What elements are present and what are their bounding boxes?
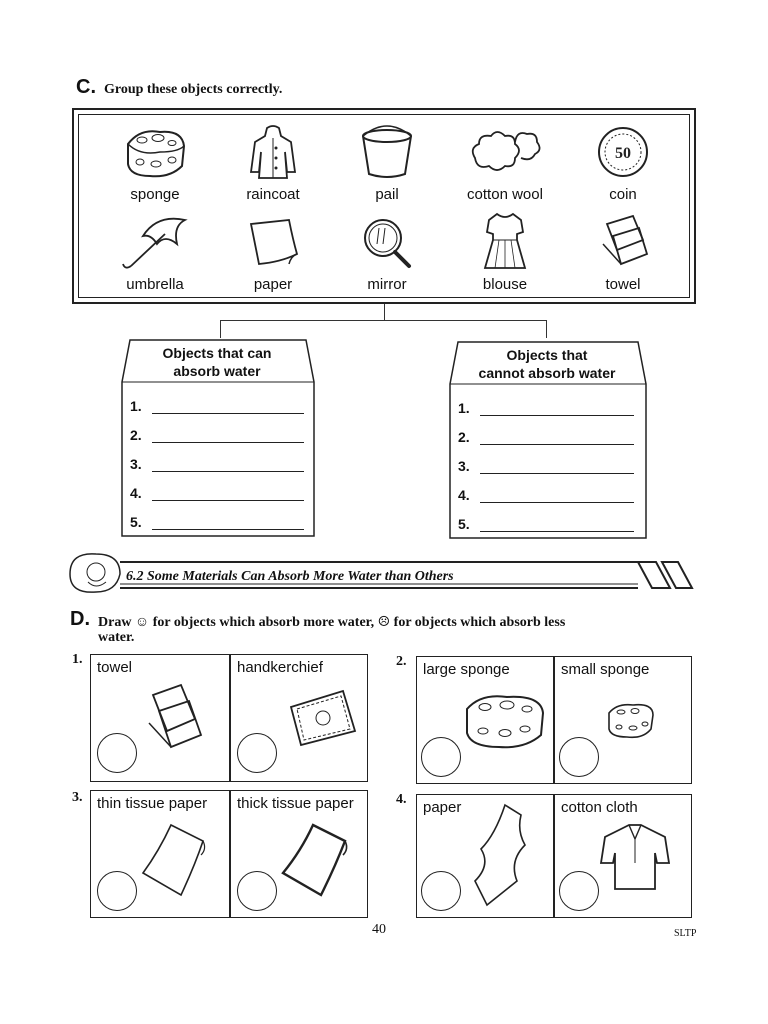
object-paper — [218, 214, 328, 293]
group-box-cannot-absorb — [446, 338, 648, 542]
object-mirror — [332, 214, 442, 293]
object-label: blouse — [482, 276, 528, 293]
item-cell-large-sponge — [416, 656, 554, 784]
answer-line[interactable]: 4. — [458, 487, 634, 503]
item-cell-handkerchief — [230, 654, 368, 782]
connector-bar — [220, 320, 546, 321]
answer-circle[interactable] — [97, 871, 137, 911]
object-label: umbrella — [126, 276, 184, 293]
group-box-absorb — [118, 336, 316, 540]
raincoat-icon — [243, 122, 303, 182]
pair-number: 3. — [72, 790, 83, 805]
object-sponge — [100, 122, 210, 203]
answer-circle[interactable] — [237, 871, 277, 911]
answer-line[interactable]: 5. — [130, 514, 304, 530]
object-cotton-wool — [450, 122, 560, 203]
item-label: large sponge — [423, 661, 510, 678]
connector-right — [546, 320, 547, 338]
towel-icon — [137, 679, 211, 755]
answer-circle[interactable] — [559, 871, 599, 911]
paper-icon — [241, 214, 305, 272]
object-towel — [568, 210, 678, 293]
object-label: sponge — [130, 186, 180, 203]
item-cell-paper — [416, 794, 554, 918]
paper-strip-icon — [465, 801, 535, 913]
answer-line[interactable]: 2. — [130, 427, 304, 443]
item-label: small sponge — [561, 661, 650, 678]
pair-number: 1. — [72, 652, 83, 667]
blouse-icon — [475, 210, 535, 272]
pair-number: 4. — [396, 792, 407, 807]
object-label: coin — [609, 186, 637, 203]
answer-circle[interactable] — [97, 733, 137, 773]
objects-box — [72, 108, 696, 304]
item-label: paper — [423, 799, 462, 816]
group-title: Objects that cannot absorb water — [478, 347, 616, 381]
item-cell-cotton-cloth — [554, 794, 692, 918]
item-label: towel — [97, 659, 133, 676]
answer-line[interactable]: 3. — [130, 456, 304, 472]
large-sponge-icon — [461, 691, 549, 753]
answer-circle[interactable] — [421, 737, 461, 777]
handkerchief-icon — [281, 685, 361, 751]
item-cell-towel — [90, 654, 230, 782]
object-label: pail — [375, 186, 399, 203]
umbrella-icon — [117, 214, 193, 272]
item-label: cotton cloth — [561, 799, 638, 816]
object-label: paper — [253, 276, 293, 293]
item-cell-thin-tissue — [90, 790, 230, 918]
answer-line[interactable]: 1. — [130, 398, 304, 414]
section-c-letter: C. — [76, 76, 96, 98]
pail-icon — [355, 122, 419, 182]
answer-circle[interactable] — [237, 733, 277, 773]
item-label: handkerchief — [237, 659, 323, 676]
thick-tissue-icon — [277, 819, 353, 901]
item-label: thin tissue paper — [97, 795, 208, 812]
object-raincoat — [218, 122, 328, 203]
publisher-code: SLTP — [674, 928, 697, 939]
answer-line[interactable]: 5. — [458, 516, 634, 532]
answer-line[interactable]: 3. — [458, 458, 634, 474]
object-label: towel — [605, 276, 641, 293]
object-pail — [332, 122, 442, 203]
coin-value: 50 — [615, 145, 631, 162]
section-d-instruction-1: Draw ☺ for objects which absorb more water, ☹ for objects which absorb less — [98, 615, 566, 630]
small-sponge-icon — [605, 701, 657, 741]
object-label: mirror — [367, 276, 407, 293]
coin-icon — [593, 122, 653, 182]
object-label: raincoat — [246, 186, 300, 203]
answer-circle[interactable] — [421, 871, 461, 911]
towel-icon — [593, 210, 653, 272]
section-d-letter: D. — [70, 608, 90, 630]
answer-line[interactable]: 2. — [458, 429, 634, 445]
section-c-instruction: Group these objects correctly. — [104, 82, 283, 97]
item-cell-thick-tissue — [230, 790, 368, 918]
answer-line[interactable]: 4. — [130, 485, 304, 501]
cotton-wool-icon — [465, 122, 545, 182]
pair-number: 2. — [396, 654, 407, 669]
object-label: cotton wool — [467, 186, 543, 203]
answer-line[interactable]: 1. — [458, 400, 634, 416]
connector-stem — [384, 304, 385, 320]
mirror-icon — [355, 214, 419, 272]
object-coin — [568, 122, 678, 203]
shirt-icon — [595, 823, 675, 893]
section-d-instruction-2: water. — [98, 630, 135, 645]
answer-circle[interactable] — [559, 737, 599, 777]
object-umbrella — [100, 214, 210, 293]
thin-tissue-icon — [137, 819, 213, 901]
sponge-icon — [120, 122, 190, 182]
object-blouse — [450, 210, 560, 293]
item-cell-small-sponge — [554, 656, 692, 784]
item-label: thick tissue paper — [237, 795, 354, 812]
banner-title: 6.2 Some Materials Can Absorb More Water than Others — [126, 569, 454, 584]
group-title: Objects that can absorb water — [162, 345, 272, 379]
page-number: 40 — [372, 922, 386, 937]
